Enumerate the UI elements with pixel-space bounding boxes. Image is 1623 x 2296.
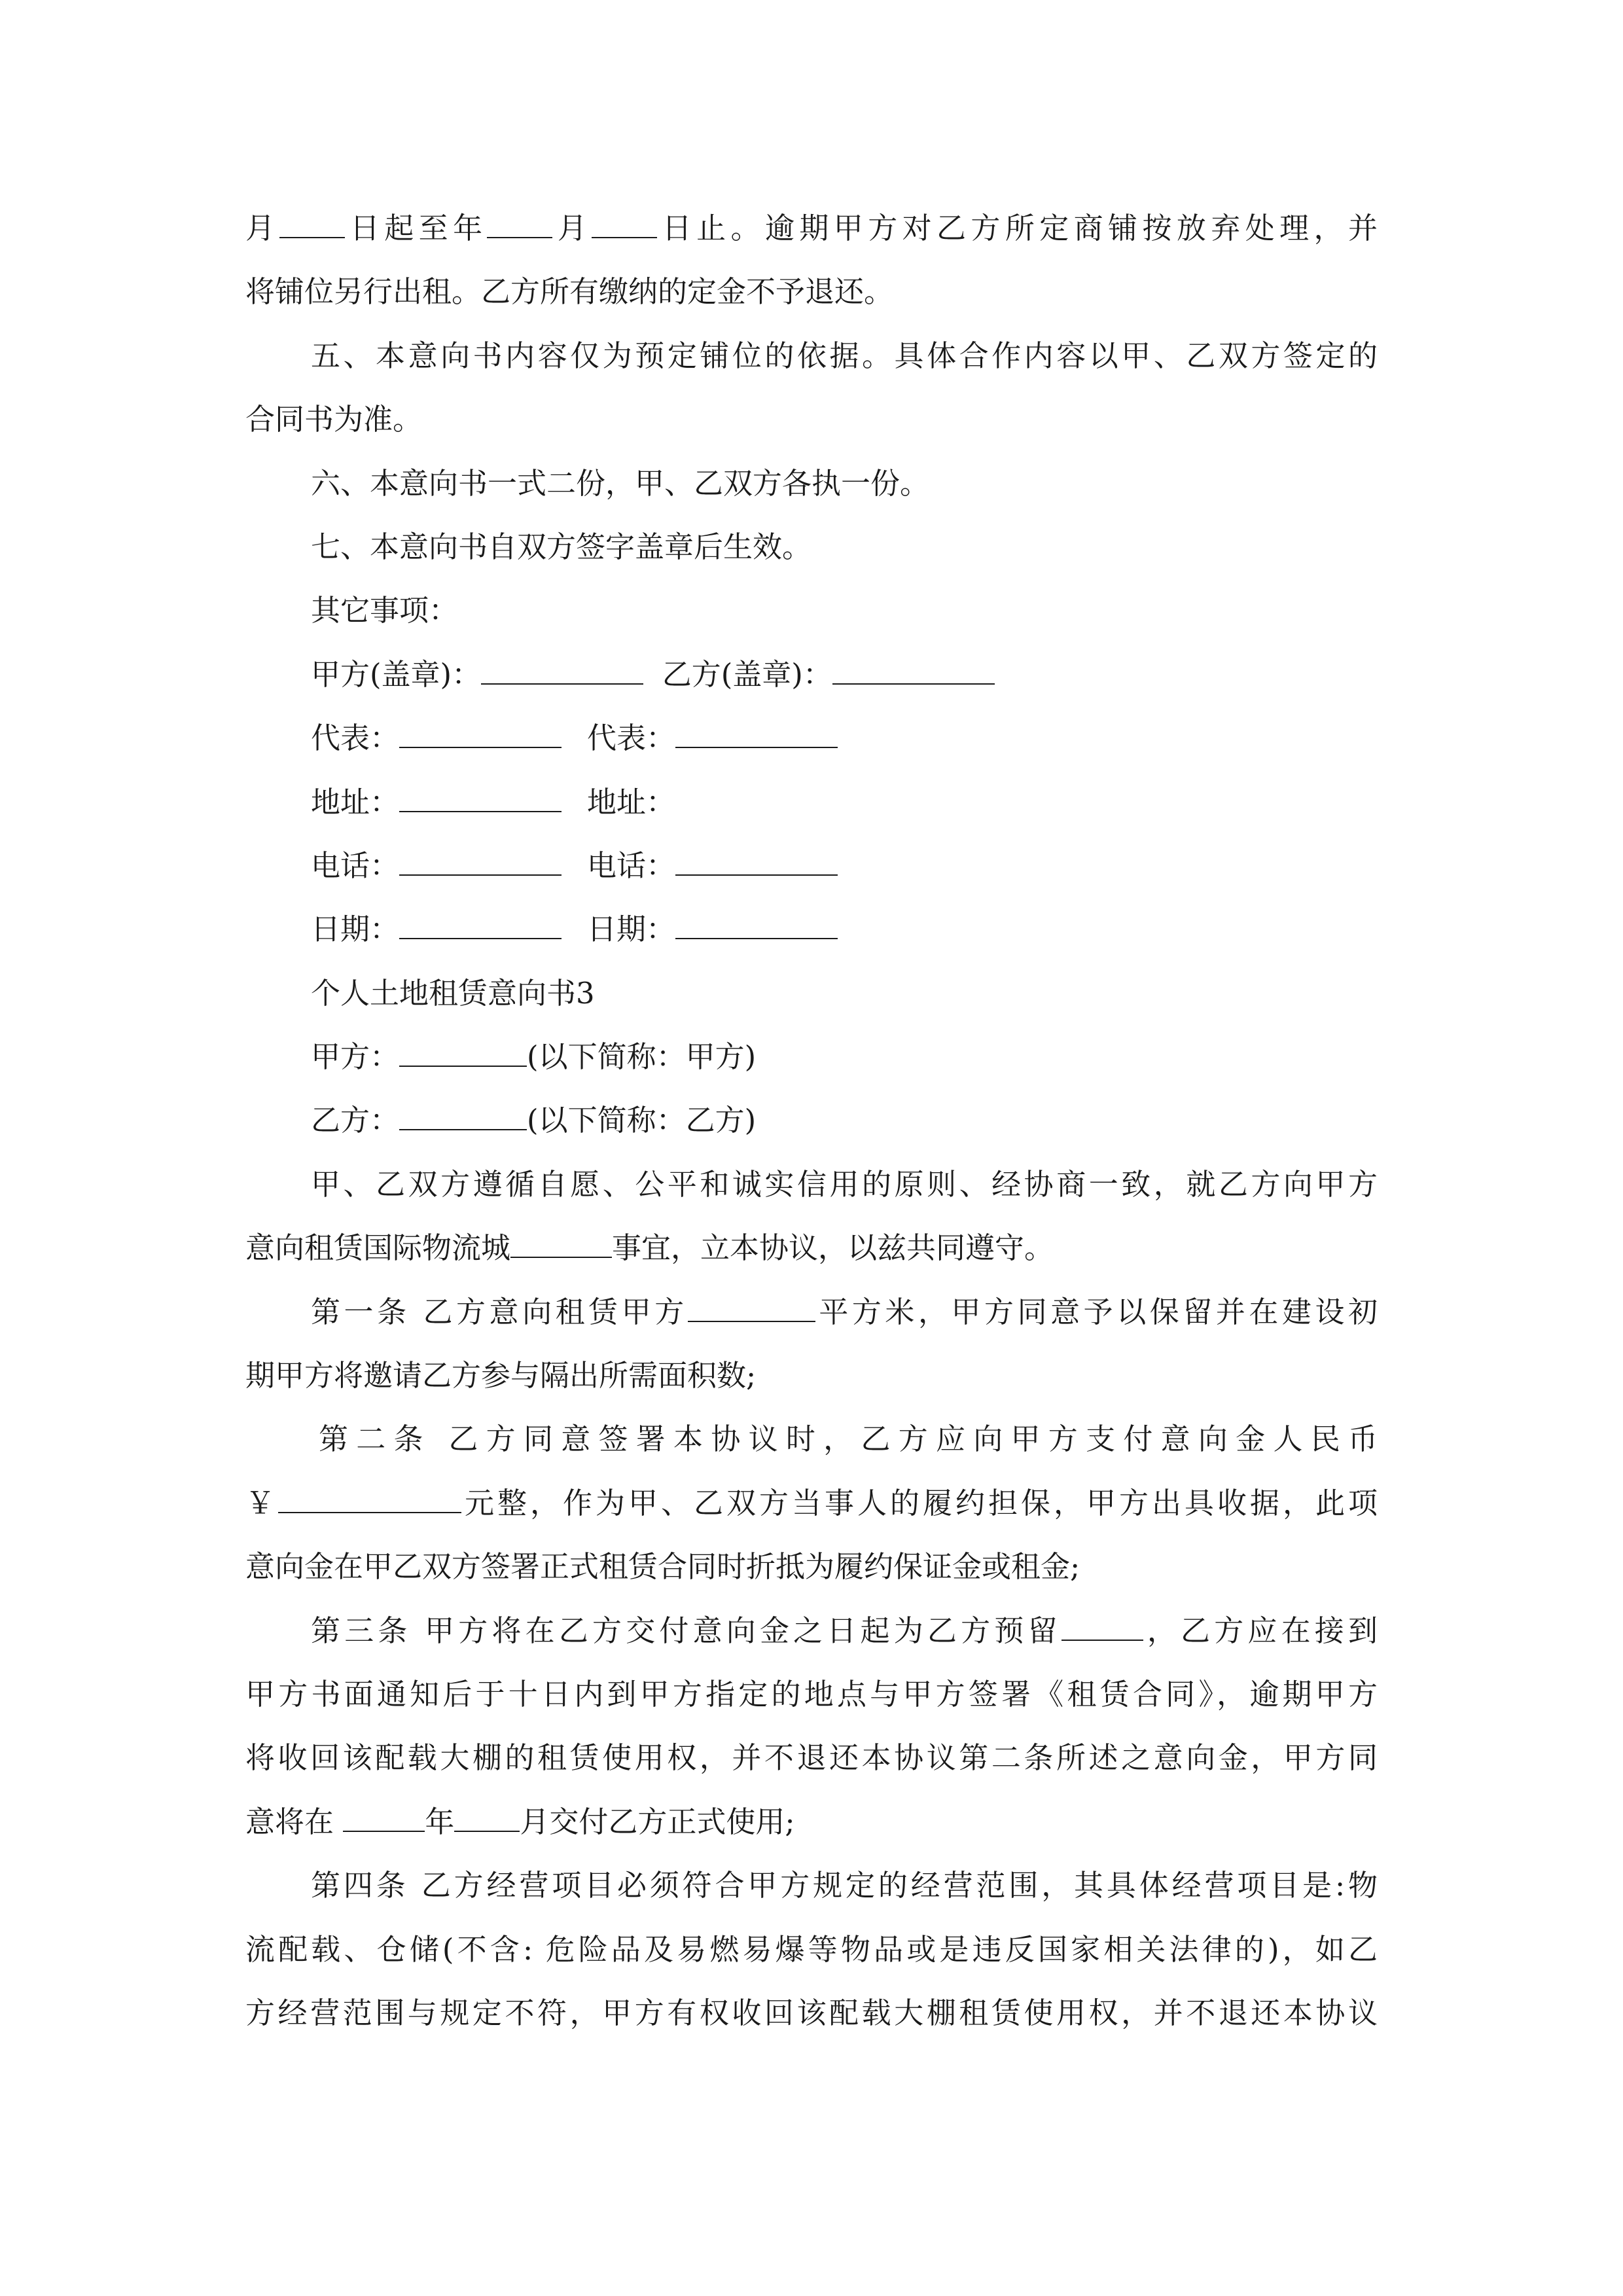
article-3-line: 将收回该配载大棚的租赁使用权，并不退还本协议第二条所述之意向金，甲方同 xyxy=(245,1740,1378,1776)
blank-field xyxy=(279,216,345,238)
tel-a-blank xyxy=(399,853,562,876)
signature-address-row: 地址： 地址： xyxy=(311,784,676,819)
article-2-line: ￥ 元整，作为甲、乙双方当事人的履约担保，甲方出具收据，此项 xyxy=(245,1485,1378,1520)
text-line: 将铺位另行出租。乙方所有缴纳的定金不予退还。 xyxy=(245,274,894,310)
document-page xyxy=(245,196,1378,2045)
article-3-line: 甲方书面通知后于十日内到甲方指定的地点与甲方签署《租赁合同》，逾期甲方 xyxy=(245,1676,1378,1712)
rep-a-blank xyxy=(399,726,562,748)
other-matters-label: 其它事项： xyxy=(311,593,459,628)
party-b-blank xyxy=(399,1108,527,1130)
party-a-seal-blank xyxy=(481,662,643,685)
article-1-line: 第一条 乙方意向租赁甲方 平方米，甲方同意予以保留并在建设初 xyxy=(311,1294,1378,1329)
intro-line: 甲、乙双方遵循自愿、公平和诚实信用的原则、经协商一致，就乙方向甲方 xyxy=(311,1166,1378,1202)
date-b-blank xyxy=(675,917,838,939)
reserve-blank xyxy=(1061,1619,1143,1641)
signature-rep-row: 代表： 代表： xyxy=(245,706,1378,770)
clause-5-line: 五、本意向书内容仅为预定铺位的依据。具体合作内容以甲、乙双方签定的 xyxy=(311,338,1378,373)
article-4-line: 第四条 乙方经营项目必须符合甲方规定的经营范围，其具体经营项目是:物 xyxy=(311,1868,1378,1903)
signature-seal-row: 甲方(盖章)： 乙方(盖章)： xyxy=(245,643,1378,706)
text-line: 合同书为准。 xyxy=(245,402,423,437)
blank-field xyxy=(510,1236,612,1258)
signature-date-row: 日期： 日期： xyxy=(245,897,1378,961)
clause-7-line: 七、本意向书自双方签字盖章后生效。 xyxy=(311,529,812,564)
date-a-blank xyxy=(399,917,562,939)
year-blank xyxy=(343,1810,425,1832)
party-b-line: 乙方： (以下简称：乙方) xyxy=(311,1103,757,1138)
blank-field xyxy=(592,216,657,238)
signature-tel-row: 电话： 电话： xyxy=(245,834,1378,897)
area-blank xyxy=(688,1300,815,1322)
party-b-seal-blank xyxy=(832,662,995,685)
clause-6-line: 六、本意向书一式二份，甲、乙双方各执一份。 xyxy=(311,465,930,501)
month-blank xyxy=(454,1810,520,1832)
party-a-blank xyxy=(399,1045,527,1067)
section-title: 个人土地租赁意向书3 xyxy=(311,975,595,1011)
article-4-line: 方经营范围与规定不符，甲方有权收回该配载大棚租赁使用权，并不退还本协议 xyxy=(245,1995,1378,2030)
article-3-line: 第三条 甲方将在乙方交付意向金之日起为乙方预留 ，乙方应在接到 xyxy=(311,1613,1378,1648)
tel-b-blank xyxy=(675,853,838,876)
rep-b-blank xyxy=(675,726,838,748)
article-4-line: 流配载、仓储(不含: 危险品及易燃易爆等物品或是违反国家相关法律的)，如乙 xyxy=(245,1931,1378,1967)
intro-line: 意向租赁国际物流城 事宜，立本协议，以兹共同遵守。 xyxy=(245,1230,1054,1266)
text-line: 月 日起至年 月 日止。逾期甲方对乙方所定商铺按放弃处理，并 xyxy=(245,211,1378,245)
party-a-line: 甲方： (以下简称：甲方) xyxy=(311,1039,757,1075)
blank-field xyxy=(487,216,552,238)
article-2-line: 第二条 乙方同意签署本协议时，乙方应向甲方支付意向金人民币 xyxy=(319,1422,1378,1457)
article-1-line: 期甲方将邀请乙方参与隔出所需面积数; xyxy=(245,1358,757,1393)
article-2-line: 意向金在甲乙双方签署正式租赁合同时折抵为履约保证金或租金; xyxy=(245,1549,1080,1585)
amount-blank xyxy=(278,1491,461,1513)
addr-a-blank xyxy=(399,790,562,812)
article-3-line: 意将在 年 月交付乙方正式使用; xyxy=(245,1804,795,1839)
